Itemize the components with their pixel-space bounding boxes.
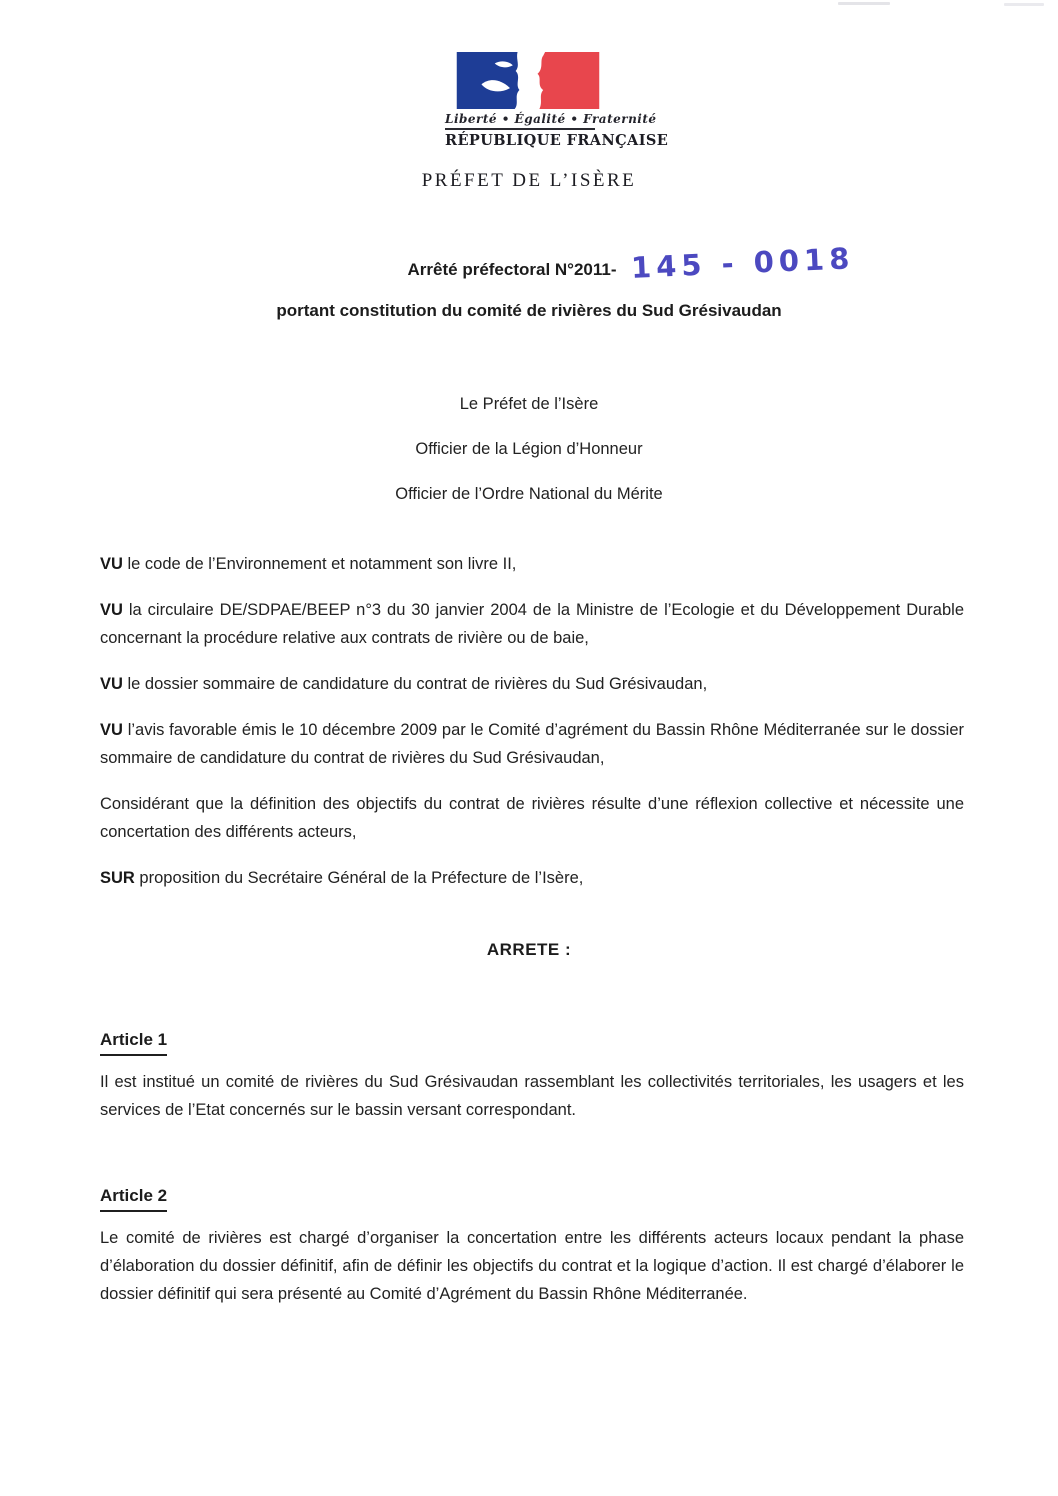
republique-francaise-text: RÉPUBLIQUE FRANÇAISE bbox=[445, 132, 669, 149]
recital-text: le dossier sommaire de candidature du contrat de rivières du Sud Grésivaudan, bbox=[122, 675, 708, 693]
article-1-heading: Article 1 bbox=[100, 1028, 167, 1056]
recitals-section bbox=[100, 550, 964, 910]
scan-artifact bbox=[838, 2, 890, 5]
motto-underline bbox=[445, 128, 595, 130]
document-header bbox=[0, 52, 1058, 150]
scan-artifact bbox=[1004, 3, 1044, 6]
prefet-title: PRÉFET DE L’ISÈRE bbox=[421, 170, 637, 191]
recital-text: l’avis favorable émis le 10 décembre 2009 par le Comité d’agrément du Bassin Rhône Méditerranée sur le dossier sommaire de candidature du contrat de rivières du Sud Grésivaudan, bbox=[100, 721, 964, 767]
recital-paragraph bbox=[100, 716, 964, 772]
decree-number-inner bbox=[407, 241, 856, 288]
article-2-body: Le comité de rivières est chargé d’organiser la concertation entre les différents acteurs locaux pendant la phase d’élaboration du dossier définitif, afin de définir les objectifs du contrat et la logique d’action. Il est chargé d’élaborer le dossier définitif qui sera présenté au Comité d’Agrément du Bassin Rhône Méditerranée. bbox=[100, 1229, 964, 1303]
recital-paragraph bbox=[100, 550, 964, 578]
article-1-section bbox=[100, 1028, 964, 1124]
article-2-section bbox=[100, 1184, 964, 1308]
recital-text: proposition du Secrétaire Général de la Préfecture de l’Isère, bbox=[134, 869, 584, 887]
article-2-heading: Article 2 bbox=[100, 1184, 167, 1212]
decree-subtitle: portant constitution du comité de rivières du Sud Grésivaudan bbox=[276, 301, 782, 320]
recital-prefix: VU bbox=[100, 721, 123, 739]
decree-number-printed: Arrêté préfectoral N°2011- bbox=[407, 260, 617, 279]
recital-paragraph bbox=[100, 596, 964, 652]
decree-heading: ARRETE : bbox=[486, 940, 572, 959]
decree-number-line bbox=[0, 241, 1058, 288]
recital-prefix: SUR bbox=[100, 869, 135, 887]
recital-text: Considérant que la définition des objectifs du contrat de rivières résulte d’une réflexion collective et nécessite une concertation des différents acteurs, bbox=[100, 795, 964, 841]
recital-paragraph bbox=[100, 790, 964, 846]
recital-prefix: VU bbox=[100, 675, 123, 693]
recital-prefix: VU bbox=[100, 601, 123, 619]
recital-prefix: VU bbox=[100, 555, 123, 573]
recital-paragraph bbox=[100, 864, 964, 892]
motto-text: Liberté • Égalité • Fraternité bbox=[445, 112, 657, 126]
salutation-line-legion-honneur: Officier de la Légion d’Honneur bbox=[415, 440, 643, 458]
republic-logo-block bbox=[445, 52, 669, 149]
salutation-line-prefet: Le Préfet de l’Isère bbox=[459, 395, 599, 413]
article-1-body: Il est institué un comité de rivières du Sud Grésivaudan rassemblant les collectivités territoriales, les usagers et les services de l’Etat concernés sur le bassin versant correspondant. bbox=[100, 1073, 964, 1119]
decree-number-handwritten: 145 - 0018 bbox=[630, 241, 856, 285]
recital-text: le code de l’Environnement et notamment son livre II, bbox=[122, 555, 517, 573]
recital-text: la circulaire DE/SDPAE/BEEP n°3 du 30 janvier 2004 de la Ministre de l’Ecologie et du Développement Durable concernant la procédure relative aux contrats de rivière ou de baie, bbox=[100, 601, 964, 647]
recital-paragraph bbox=[100, 670, 964, 698]
marianne-flag-logo-icon bbox=[453, 52, 603, 109]
salutation-block bbox=[0, 382, 1058, 517]
salutation-line-ordre-merite: Officier de l’Ordre National du Mérite bbox=[395, 485, 663, 503]
